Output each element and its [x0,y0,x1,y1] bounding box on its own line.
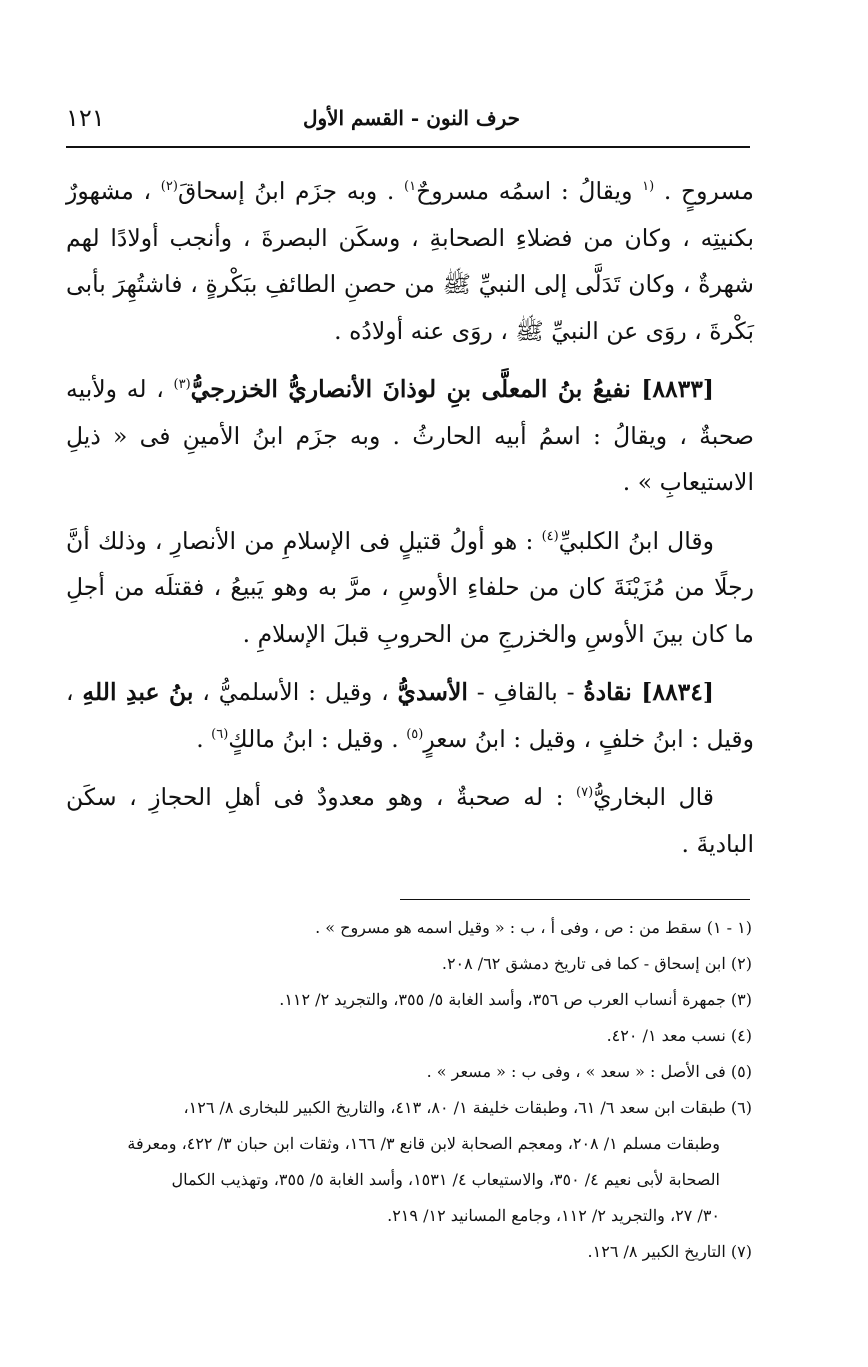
footnote-6-continued: الصحابة لأبى نعيم ٤/ ٣٥٠، والاستيعاب ٤/ ١٥٣١، وأسد الغابة ٥/ ٣٥٥، وتهذيب الكمال [171,1170,720,1189]
footnote-5: (٥) فى الأصل : « سعد » ، وفى ب : « مسعر » . [426,1062,752,1081]
entry-heading-8833: [٨٨٣٣] نفيعُ بنُ المعلَّى بنِ لوذانَ الأنصاريُّ الخزرجيُّ [190,375,714,403]
footnote-2: (٢) ابن إسحاق - كما فى تاريخ دمشق ٦٢/ ٢٠٨. [441,954,752,973]
footnote-ref-1-open: (١ [642,179,655,194]
footnote-ref-2: (٢) [160,179,178,194]
footnote-3: (٣) جمهرة أنساب العرب ص ٣٥٦، وأسد الغابة ٥/ ٣٥٥، والتجريد ٢/ ١١٢. [279,990,752,1009]
main-text [66,168,754,867]
footnote-rule [400,899,750,900]
header-rule [66,146,750,148]
page-header [66,96,750,140]
footnote-ref-5: (٥) [406,726,424,742]
footnote-ref-3: (٣) [173,377,191,392]
footnotes [40,912,752,1272]
entry-8834: [٨٨٣٤] نقادةُ - بالقافِ - الأسديُّ ، وقيل : الأسلميُّ ، بنُ عبدِ اللهِ ، وقيل : ابنُ خلفٍ ، وقيل : ابنُ سعرٍ$^{(٥)}$ . وقيل : ابنُ مالكٍ$^{(٦)}$ . [66,678,754,753]
footnote-6-continued: ٣٠/ ٢٧، والتجريد ٢/ ١١٢، وجامع المسانيد ١٢/ ٢١٩. [387,1206,720,1225]
footnote-6-continued: وطبقات مسلم ١/ ٢٠٨، ومعجم الصحابة لابن قانع ٣/ ١٦٦، وثقات ابن حبان ٣/ ٤٢٢، ومعرفة [127,1134,720,1153]
footnote-ref-6: (٦) [211,726,229,742]
footnote-6: (٦) طبقات ابن سعد ٦/ ٦١، وطبقات خليفة ١/ ٨٠، ٤١٣، والتاريخ الكبير للبخارى ٨/ ١٢٦، [183,1098,752,1117]
entry-heading-8834: [٨٨٣٤] نقادةُ [583,678,715,706]
entry-8833: [٨٨٣٣] نفيعُ بنُ المعلَّى بنِ لوذانَ الأنصاريُّ الخزرجيُّ$^{(٣)}$ ، له ولأبيه صحبةٌ ، ويقالُ : اسمُ أبيه الحارثُ . وبه جزَم ابنُ الأمينِ فى « ذيلِ الاستيعابِ » . [66,375,754,496]
footnote-1: (١ - ١) سقط من : ص ، وفى أ ، ب : « وقيل اسمه هو مسروح » . [315,918,752,937]
footnote-7: (٧) التاريخ الكبير ٨/ ١٢٦. [587,1242,752,1261]
footnote-ref-7: (٧) [576,785,594,800]
paragraph-bukhari: قال البخاريُّ$^{(٧)}$ : له صحبةٌ ، وهو معدودٌ فى أهلِ الحجازِ ، سكَن الباديةَ . [66,783,754,858]
running-title: حرف النون - القسم الأول [302,106,520,130]
footnote-ref-1-close: ١) [404,179,417,194]
footnote-ref-4: (٤) [541,528,559,544]
footnote-4: (٤) نسب معد ١/ ٤٢٠. [606,1026,752,1045]
paragraph-1: مسروحٍ . $^{(١}$ ويقالُ : اسمُه مسروحٌ$^{١)}$ . وبه جزَم ابنُ إسحاقَ$^{(٢)}$ ، مشهورٌ بكنيتِه ، وكان من فضلاءِ الصحابةِ ، وسكَن البصرةَ ، وأنجب أولادًا لهم شهرةٌ ، وكان تَدَلَّى إلى النبيِّ ﷺ من حصنِ الطائفِ ببَكْرةٍ ، فاشتُهِرَ بأبى بَكْرةَ ، روَى عن النبيِّ ﷺ ، روَى عنه أولادُه . [66,177,755,345]
paragraph-kalbi: وقال ابنُ الكلبيِّ$^{(٤)}$ : هو أولُ قتيلٍ فى الإسلامِ من الأنصارِ ، وذلك أنَّ رجلًا من مُزَيْنَةَ كان من حلفاءِ الأوسِ ، مرَّ به وهو يَبيعُ ، فقتلَه من أجلِ ما كان بينَ الأوسِ والخزرجِ من الحروبِ قبلَ الإسلامِ . [66,526,754,648]
page-number: ١٢١ [66,104,105,132]
